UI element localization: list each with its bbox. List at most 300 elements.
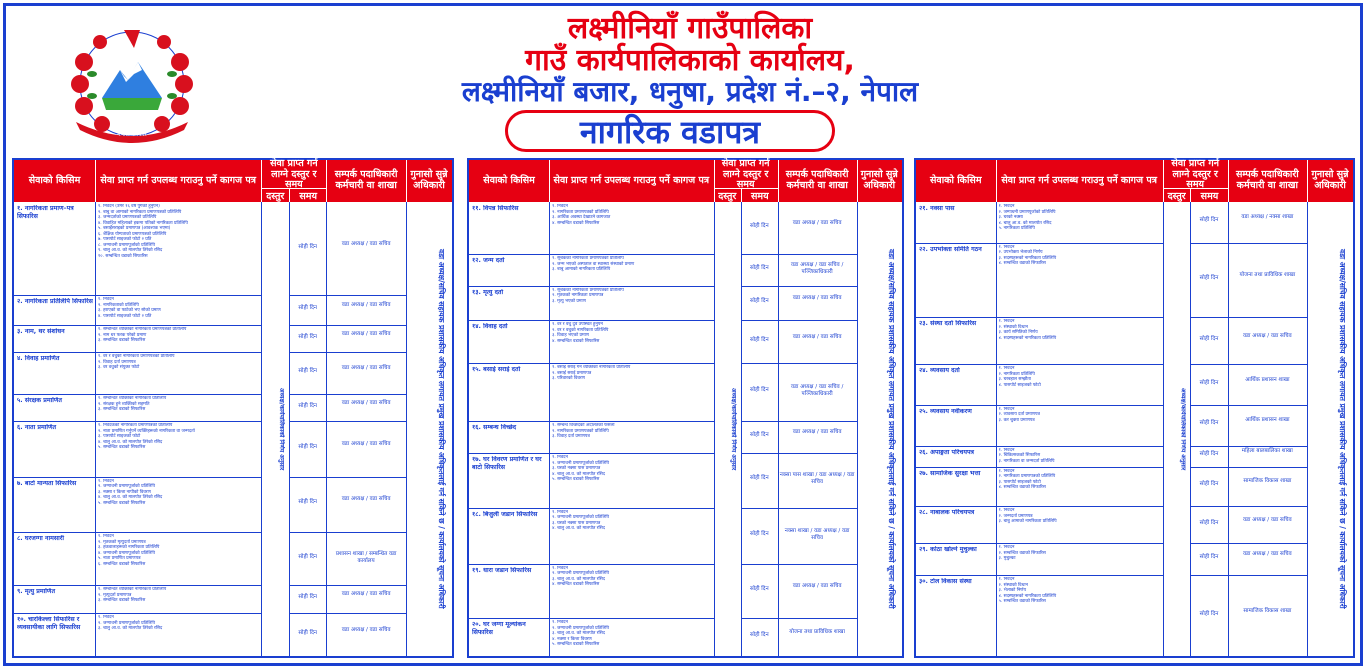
row-divider: [916, 364, 1163, 365]
header-divider: [1228, 160, 1229, 202]
document-list: [98, 297, 259, 324]
document-item: ७. पासपोर्ट साइजको फोटो २ प्रति: [98, 237, 152, 242]
service-name: १६. सम्बन्ध विच्छेद: [472, 424, 517, 432]
document-item: ५. सम्बन्धित वडाको सिफारिस: [98, 500, 146, 506]
processing-time: सोही दिन: [298, 333, 317, 340]
header-cell: सेवाको किसिम: [483, 174, 535, 186]
header-fee-time: सेवा प्राप्त गर्न लाग्ने दस्तुर र समय: [721, 157, 770, 191]
row-divider: [14, 421, 261, 422]
contact-officer: वडा अध्यक्ष / वडा सचिव: [341, 330, 391, 337]
row-divider: [1190, 364, 1307, 365]
row-divider: [1190, 446, 1307, 447]
service-name: १७. घर विवरण प्रमाणित र घर बाटो सिफारिस: [472, 456, 542, 471]
document-item: २. नागरिकता प्रमाणपत्रको प्रतिलिपि: [998, 474, 1056, 480]
document-item: १. सम्बन्ध विच्छेदको अदालतको फैसला: [552, 423, 615, 429]
document-list: [999, 448, 1161, 466]
document-list: [98, 327, 259, 351]
banner-text: नागरिक वडापत्र: [579, 112, 761, 151]
processing-time: सोही दिन: [1199, 379, 1219, 386]
document-item: २. जग्गाधनी प्रमाणपूर्जाको प्रतिलिपि: [98, 484, 155, 490]
contact-officer: वडा अध्यक्ष / वडा सचिव: [341, 365, 391, 372]
document-item: ४. चालु आ.व. को मालपोत रसिद: [552, 471, 605, 477]
document-item: १. निवेदन: [552, 509, 568, 515]
document-list: [552, 256, 712, 285]
document-item: ३. घरबहाल सम्झौता: [998, 377, 1031, 383]
document-item: २. बाबु वा आमाको नागरिकता प्रमाणपत्रको प्रतिलिपि: [98, 209, 182, 215]
header-divider: [406, 160, 407, 202]
document-item: ३. जन्मदर्ताको प्रमाणपत्रको प्रतिलिपि: [98, 215, 157, 220]
row-divider: [916, 405, 1163, 406]
service-name: १९. धारा जडान सिफारिस: [472, 566, 532, 574]
table-header: [916, 157, 1353, 202]
service-name: ७. बाटो मान्यता सिफारिस: [17, 479, 77, 487]
processing-time: सोही दिन: [1199, 217, 1219, 224]
document-list: [98, 534, 259, 584]
service-name: २५. व्यवसाय नवीकरण: [919, 407, 972, 415]
processing-time: सोही दिन: [1199, 481, 1219, 488]
service-name: २४. व्यवसाय दर्ता: [919, 367, 960, 375]
document-item: ३. सदस्यहरूको नागरिकता प्रतिलिपि: [998, 255, 1057, 261]
document-item: ४. सम्बन्धित वडाको सिफारिस: [552, 582, 600, 588]
processing-time: सोही दिन: [298, 594, 317, 601]
row-divider: [1190, 467, 1307, 468]
document-item: ३. आर्थिक अवस्था देखाउने कागजात: [552, 215, 611, 220]
document-item: ३. मृत्यु भएको प्रमाण: [552, 298, 586, 304]
document-item: २. मृतकको नागरिकता प्रमाणपत्र: [552, 293, 604, 299]
column-divider: [857, 202, 858, 656]
contact-officer: वडा अध्यक्ष / वडा सचिव: [341, 302, 391, 309]
charter-panel-2: [467, 158, 904, 658]
document-item: ४. सम्बन्धित वडाको सिफारिस: [998, 485, 1046, 491]
document-item: ४. सदस्यहरूको नागरिकता प्रतिलिपि: [998, 335, 1057, 341]
table-header: [469, 157, 902, 202]
document-item: ३. विवाह दर्ता प्रमाणपत्र: [552, 434, 590, 440]
header-cell: सम्पर्क पदाधिकारी कर्मचारी वा शाखा: [785, 169, 849, 191]
header-time: समय: [741, 188, 778, 202]
document-item: ३. नक्सा र कित्ता नापीको विवरण: [98, 489, 151, 495]
header-time: समय: [289, 188, 326, 202]
row-divider: [14, 394, 261, 395]
row-divider: [741, 618, 857, 619]
row-divider: [469, 254, 714, 255]
header-cell: गुनासो सुन्ने अधिकारी: [1311, 169, 1349, 191]
grievance-officer-note: वडा अध्यक्ष/सचिव सहायक प्रशासकीय अधिकृत लगायत प्रमुख प्रशासकीय अधिकृतलाई गर्न सकिने छ / कार्यालयको सूचना अधिकारी: [886, 249, 896, 609]
document-item: ४. सदस्यहरूको नागरिकता प्रतिलिपि: [998, 593, 1057, 599]
document-item: ३. विवाह भएको प्रमाण: [552, 333, 589, 339]
header-cell: गुनासो सुन्ने अधिकारी: [860, 169, 898, 191]
document-item: १. सम्बन्धित व्यक्तिको नागरिकता प्रतिलिपि: [98, 396, 167, 402]
document-item: १. वर र वधु दुवै उपस्थित हुनुपर्ने: [552, 322, 603, 328]
document-list: [552, 455, 712, 506]
document-item: ४. सम्बन्धित वडाको सिफारिस: [998, 261, 1046, 267]
row-divider: [289, 477, 406, 478]
header-cell: सेवाको किसिम: [28, 174, 81, 186]
document-list: [98, 615, 259, 655]
contact-officer: वडा अध्यक्ष / वडा सचिव: [341, 440, 391, 447]
contact-officer: सामाजिक विकास शाखा: [1243, 478, 1292, 485]
header-time: समय: [1190, 188, 1227, 202]
document-item: २. जन्मदर्ता प्रमाणपत्र: [998, 513, 1033, 519]
document-item: १. निवेदन: [998, 366, 1015, 372]
document-list: [552, 423, 712, 452]
document-item: १. निवेदन (उमेर १६ वर्ष पुगेको हुनुपर्ने): [98, 204, 160, 209]
document-item: ३. सम्बन्धित वडाको सिफारिस: [98, 598, 146, 604]
service-name: १२. जन्म दर्ता: [472, 257, 505, 265]
document-list: [999, 508, 1161, 542]
processing-time: सोही दिन: [750, 432, 769, 439]
contact-officer: वडा अध्यक्ष / वडा सचिव: [792, 295, 842, 301]
header-cell: गुनासो सुन्ने अधिकारी: [410, 169, 448, 191]
row-divider: [469, 564, 714, 565]
processing-time: सोही दिन: [1199, 451, 1219, 458]
document-item: ५. नागरिकता प्रतिलिपि: [998, 226, 1035, 231]
document-item: ३. वर वधुको संयुक्त फोटो: [98, 365, 140, 371]
document-item: ३. सम्बन्धित वडाको सिफारिस: [98, 407, 146, 413]
processing-time: सोही दिन: [750, 223, 769, 230]
row-divider: [741, 421, 857, 422]
emblem-text: नेपाल सरकार: [117, 131, 147, 138]
document-list: [552, 322, 712, 362]
document-list: [999, 577, 1161, 655]
header-divider: [996, 160, 997, 202]
processing-time: सोही दिन: [298, 368, 317, 375]
document-item: २. नाता प्रमाणित गर्नुपर्ने व्यक्तिहरूको नागरिकता वा जन्मदर्ता: [98, 428, 195, 434]
column-divider: [406, 202, 407, 656]
service-name: ६. नाता प्रमाणित: [17, 424, 57, 432]
row-divider: [1190, 575, 1307, 576]
row-divider: [469, 363, 714, 364]
document-item: ३. घरको नक्सा पास प्रमाणपत्र: [552, 520, 601, 526]
document-item: २. संस्थाको विधान: [998, 324, 1028, 330]
contact-officer: प्रशासन शाखा / सम्बन्धित वडा कार्यालय: [335, 550, 397, 564]
row-divider: [469, 453, 714, 454]
charter-panel-1: [12, 158, 454, 658]
document-item: ४. विवाहित महिलाको हकमा पतिको नागरिकता प्रतिलिपि: [98, 220, 188, 226]
contact-officer: नक्सा शाखा / वडा अध्यक्ष / वडा सचिव: [784, 527, 850, 541]
document-item: १. निवेदन: [552, 620, 568, 626]
document-item: १. वर र वधुको नागरिकता प्रमाणपत्रको प्रतिलिपि: [98, 354, 175, 360]
service-name: ९. मृत्यु प्रमाणित: [17, 588, 56, 596]
document-list: [552, 620, 712, 655]
document-list: [999, 407, 1161, 445]
service-name: १४. विवाह दर्ता: [472, 323, 508, 331]
contact-officer: आर्थिक प्रशासन शाखा: [1245, 376, 1290, 383]
document-item: १. निवेदन: [552, 455, 568, 461]
document-item: २. जग्गाधनी प्रमाणपूर्जाको प्रतिलिपि: [552, 625, 610, 631]
column-divider: [549, 202, 550, 656]
header-cell: सेवा प्राप्त गर्न उपलब्ध गराउनु पर्ने कागज पत्र: [100, 174, 257, 186]
processing-time: सोही दिन: [298, 243, 317, 250]
service-name: ५. संरक्षक प्रमाणित: [17, 397, 62, 405]
processing-time: सोही दिन: [298, 305, 317, 312]
service-name: २६. अपाङ्गता परिचयपत्र: [919, 448, 975, 456]
document-list: [552, 204, 712, 253]
column-divider: [778, 202, 779, 656]
contact-officer: योजना तथा प्राविधिक शाखा: [1239, 272, 1296, 279]
document-item: ३. हराएको वा फाटेको भए सोको प्रमाण: [98, 308, 161, 314]
document-item: १. सूचकको नागरिकता प्रमाणपत्रको प्रतिलिपि: [552, 287, 624, 293]
document-item: ४. चालु आ.व. को मालपोत तिरेको रसिद: [98, 495, 163, 501]
document-item: ३. कर चुक्ता प्रमाणपत्र: [998, 417, 1035, 423]
processing-time: सोही दिन: [298, 499, 317, 506]
header-fee-time: सेवा प्राप्त गर्न लाग्ने दस्तुर र समय: [270, 157, 318, 191]
row-divider: [14, 352, 261, 353]
row-divider: [916, 243, 1163, 244]
row-divider: [741, 320, 857, 321]
document-item: २. नागरिकता प्रतिलिपि: [998, 371, 1035, 377]
column-divider: [326, 202, 327, 656]
service-name: ४. विवाह प्रमाणित: [17, 355, 60, 363]
row-divider: [289, 325, 406, 326]
document-item: २. बसाई सराई प्रमाणपत्र: [552, 370, 592, 376]
service-name: ११. विपन्न सिफारिस: [472, 205, 519, 212]
processing-time: सोही दिन: [1199, 610, 1219, 617]
document-item: १. निवेदन: [98, 615, 114, 621]
row-divider: [289, 295, 406, 296]
processing-time: सोही दिन: [750, 387, 769, 394]
document-item: १. सम्बन्धित व्यक्तिको नागरिकता प्रतिलिपि: [98, 587, 167, 593]
document-list: [98, 423, 259, 475]
document-item: ४. पासपोर्ट साइजको फोटो २ प्रति: [98, 313, 152, 319]
service-name: ३०. टोल विकास संस्था: [919, 578, 972, 586]
processing-time: सोही दिन: [750, 298, 769, 304]
column-divider: [1307, 202, 1308, 656]
service-name: २०. घर जग्गा मूल्यांकन सिफारिस: [472, 621, 526, 636]
document-item: ३. हकवालाहरूको नागरिकता प्रतिलिपि: [98, 545, 160, 551]
service-name: २१. नक्सा पास: [919, 205, 955, 212]
contact-officer: वडा अध्यक्ष / वडा सचिव: [792, 333, 842, 340]
processing-time: सोही दिन: [1199, 335, 1219, 342]
header-divider: [326, 160, 327, 202]
row-divider: [916, 575, 1163, 576]
processing-time: सोही दिन: [750, 530, 769, 537]
document-list: [552, 288, 712, 319]
document-item: २. संस्थाको विधान: [998, 582, 1028, 588]
service-name: २३. संस्था दर्ता सिफारिस: [919, 320, 977, 328]
document-list: [999, 366, 1161, 404]
header-divider: [549, 160, 550, 202]
row-divider: [14, 532, 261, 533]
document-item: २. जन्म भएको अस्पताल वा स्वास्थ्य संस्थाको प्रमाण: [552, 261, 635, 267]
document-item: ३. बाबु आमाको नागरिकता प्रतिलिपि: [552, 267, 611, 273]
row-divider: [1190, 243, 1307, 244]
service-name: २. नागरिकता प्रतिलिपि सिफारिस: [17, 298, 93, 306]
header-fee: दस्तुर: [714, 188, 741, 202]
document-item: ४. जग्गाधनी प्रमाणपूर्जाको प्रतिलिपि: [98, 550, 155, 556]
document-item: २. नागरिकता प्रमाणपत्रको प्रतिलिपि: [552, 209, 609, 215]
service-name: ३. नाम, थर संशोधन: [17, 328, 65, 336]
document-list: [999, 319, 1161, 363]
document-item: २. वर र वधुको नागरिकता प्रतिलिपि: [552, 327, 609, 333]
column-divider: [714, 202, 715, 656]
document-item: ३. चालु आ.व. को मालपोत तिरेको रसिद: [98, 626, 163, 632]
document-list: [999, 204, 1161, 242]
header-divider: [714, 160, 715, 202]
document-item: ५. नाता प्रमाणित प्रमाणपत्र: [98, 556, 141, 562]
contact-officer: नक्सा पास शाखा / वडा अध्यक्ष / वडा सचिव: [779, 472, 855, 486]
document-item: १. बसाई सराई गर्ने व्यक्तिको नागरिकता प्रतिलिपि: [552, 365, 631, 371]
document-item: २. चिकित्सकको सिफारिस: [998, 453, 1041, 459]
row-divider: [469, 421, 714, 422]
document-item: १०. सम्बन्धित वडाको सिफारिस: [98, 253, 148, 259]
contact-officer: आर्थिक प्रशासन शाखा: [1245, 417, 1290, 424]
processing-time: सोही दिन: [750, 336, 769, 343]
contact-officer: सामाजिक विकास शाखा: [1243, 607, 1292, 614]
service-name: १३. मृत्यु दर्ता: [472, 288, 504, 296]
document-item: ३. पासपोर्ट साइजको फोटो: [998, 479, 1041, 485]
row-divider: [469, 508, 714, 509]
header-divider: [261, 160, 262, 202]
row-divider: [14, 325, 261, 326]
document-item: १. निवेदन: [998, 319, 1015, 325]
document-item: १. निवेदन: [98, 478, 114, 484]
document-item: ३. भेलाको निर्णय: [998, 588, 1027, 594]
service-name: २९. कोठा खोल्ने मुचुल्का: [919, 546, 977, 554]
document-item: २. नागरिकताको प्रतिलिपि: [98, 302, 139, 308]
document-item: १. निवेदन: [552, 565, 568, 571]
document-item: ४. पासपोर्ट साइजको फोटो: [998, 382, 1041, 388]
grievance-officer-note: वडा अध्यक्ष/सचिव सहायक प्रशासकीय अधिकृत लगायत प्रमुख प्रशासकीय अधिकृतलाई गर्न सकिने छ / कार्यालयको सूचना अधिकारी: [1337, 249, 1347, 609]
header-fee: दस्तुर: [261, 188, 289, 202]
document-item: २. विवाह दर्ता प्रमाणपत्र: [98, 359, 136, 365]
row-divider: [741, 286, 857, 287]
row-divider: [916, 543, 1163, 544]
row-divider: [916, 467, 1163, 468]
document-item: १. निवेदन: [998, 468, 1015, 474]
row-divider: [289, 532, 406, 533]
document-item: ५. सम्बन्धित वडाको सिफारिस: [998, 599, 1046, 605]
document-item: ३. चालु आ.व. को मालपोत रसिद: [552, 631, 605, 637]
contact-officer: वडा अध्यक्ष / वडा सचिव: [341, 399, 391, 406]
document-item: ३. पासपोर्ट साइजको फोटो: [98, 434, 141, 440]
contact-officer: वडा अध्यक्ष / वडा सचिव: [341, 496, 391, 503]
municipality-title: लक्ष्मीनियाँ गाउँपालिका: [567, 11, 813, 46]
document-item: १. निवेदन: [552, 204, 568, 209]
document-item: २. उपभोक्ता भेलाको निर्णय: [998, 250, 1043, 256]
document-item: ८. जग्गाधनी प्रमाणपूर्जाको प्रतिलिपि: [98, 242, 155, 248]
document-item: १. निवेदन: [998, 577, 1015, 583]
row-divider: [741, 254, 857, 255]
document-item: १. निवेदकको नागरिकता प्रमाणपत्रको प्रतिलिपि: [98, 423, 173, 429]
row-divider: [469, 618, 714, 619]
column-divider: [261, 202, 262, 656]
document-list: [552, 510, 712, 563]
row-divider: [916, 317, 1163, 318]
document-item: १. निवेदन: [998, 508, 1015, 514]
document-item: ३. बाबु आमाको नागरिकता प्रतिलिपि: [998, 519, 1057, 525]
processing-time: सोही दिन: [750, 586, 769, 593]
row-divider: [741, 453, 857, 454]
service-name: २८. नाबालक परिचयपत्र: [919, 509, 975, 517]
document-item: ४. चालु आ.व. को मालपोत रसिद: [552, 526, 605, 532]
fee-merged-note: अध्यक्ष/कार्यपालिकाको निर्णय अनुसार: [729, 387, 737, 471]
office-title: गाउँ कार्यपालिकाको कार्यालय,: [525, 43, 855, 78]
document-item: ३. मुचुल्का: [998, 556, 1016, 562]
contact-officer: वडा अध्यक्ष / वडा सचिव: [792, 220, 842, 227]
processing-time: सोही दिन: [298, 402, 317, 409]
row-divider: [469, 286, 714, 287]
document-item: १. निवेदन: [998, 447, 1015, 453]
row-divider: [289, 394, 406, 395]
row-divider: [1190, 317, 1307, 318]
document-item: ३. चालु आ.व. को मालपोत रसिद: [552, 576, 605, 582]
document-item: २. जग्गाधनी प्रमाणपूर्जाको प्रतिलिपि: [98, 620, 155, 626]
document-list: [999, 545, 1161, 574]
row-divider: [741, 508, 857, 509]
document-item: २. जग्गाधनी प्रमाणपूर्जाको प्रतिलिपि: [552, 571, 610, 577]
processing-time: सोही दिन: [298, 629, 317, 636]
processing-time: सोही दिन: [1199, 519, 1219, 526]
document-list: [999, 245, 1161, 316]
fee-merged-note: अध्यक्ष/कार्यपालिकाको निर्णय अनुसार: [1179, 387, 1187, 471]
contact-officer: वडा अध्यक्ष / वडा सचिव: [341, 626, 391, 633]
document-item: ३. कार्य समितिको निर्णय: [998, 330, 1038, 336]
document-item: ४. नक्सा र कित्ता विवरण: [552, 636, 592, 642]
document-item: २. जग्गाधनी प्रमाणपूर्जाको प्रतिलिपि: [552, 515, 610, 521]
document-item: ५. बसाइँसराइको प्रमाणपत्र (आवश्यक भएमा): [98, 226, 171, 231]
document-item: २. नाम थर फरक परेको प्रमाण: [98, 332, 147, 338]
contact-officer: वडा अध्यक्ष / वडा सचिव: [341, 591, 391, 598]
row-divider: [14, 613, 261, 614]
row-divider: [289, 613, 406, 614]
charter-panel-3: [914, 158, 1355, 658]
row-divider: [1190, 405, 1307, 406]
document-list: [98, 479, 259, 531]
document-list: [552, 365, 712, 420]
column-divider: [996, 202, 997, 656]
address-line: लक्ष्मीनियाँ बजार, धनुषा, प्रदेश नं.–२, नेपाल: [461, 75, 919, 108]
header-divider: [778, 160, 779, 202]
header-cell: सेवा प्राप्त गर्न उपलब्ध गराउनु पर्ने कागज पत्र: [1001, 174, 1158, 186]
row-divider: [916, 506, 1163, 507]
row-divider: [289, 585, 406, 586]
processing-time: सोही दिन: [750, 475, 769, 482]
contact-officer: वडा अध्यक्ष / वडा सचिव: [792, 583, 842, 590]
row-divider: [741, 564, 857, 565]
processing-time: सोही दिन: [1199, 554, 1219, 561]
document-item: २. नागरिकता प्रमाणपत्रको प्रतिलिपि: [552, 428, 609, 434]
row-divider: [289, 421, 406, 422]
contact-officer: वडा अध्यक्ष / वडा सचिव: [341, 240, 391, 247]
table-header: [14, 157, 452, 202]
document-item: २. मृतकको मृत्युदर्ता प्रमाणपत्र: [98, 539, 146, 545]
header-divider: [95, 160, 96, 202]
contact-officer: वडा अध्यक्ष / वडा सचिव: [1242, 516, 1292, 523]
column-divider: [95, 202, 96, 656]
row-divider: [289, 352, 406, 353]
service-name: २२. उपभोक्ता समिति गठन: [919, 245, 982, 253]
document-item: ४. सम्बन्धित वडाको सिफारिस: [552, 338, 600, 344]
document-list: [98, 587, 259, 612]
document-item: २. सम्बन्धित वडाको सिफारिस: [998, 550, 1046, 556]
service-name: १५. बसाई सराई दर्ता: [472, 366, 521, 374]
column-divider: [1190, 202, 1191, 656]
header-fee: दस्तुर: [1163, 188, 1191, 202]
contact-officer: वडा अध्यक्ष / नक्सा शाखा: [1241, 214, 1294, 221]
contact-officer: वडा अध्यक्ष / वडा सचिव / पञ्जिकाधिकारी: [790, 262, 844, 276]
fee-merged-note: अध्यक्ष/कार्यपालिकाको निर्णय अनुसार: [278, 387, 286, 471]
document-item: ५. सम्बन्धित वडाको सिफारिस: [552, 642, 600, 648]
document-list: [98, 204, 259, 294]
processing-time: सोही दिन: [750, 265, 769, 272]
document-item: २. मृत्युदर्ता प्रमाणपत्र: [98, 592, 132, 598]
row-divider: [14, 585, 261, 586]
document-item: ३. घरको नक्सा पास प्रमाणपत्र: [552, 466, 601, 472]
document-list: [999, 469, 1161, 505]
document-item: ३. घरको नक्सा: [998, 215, 1023, 220]
header-fee-time: सेवा प्राप्त गर्न लाग्ने दस्तुर र समय: [1171, 157, 1220, 191]
service-name: १८. बिजुली जडान सिफारिस: [472, 510, 538, 518]
